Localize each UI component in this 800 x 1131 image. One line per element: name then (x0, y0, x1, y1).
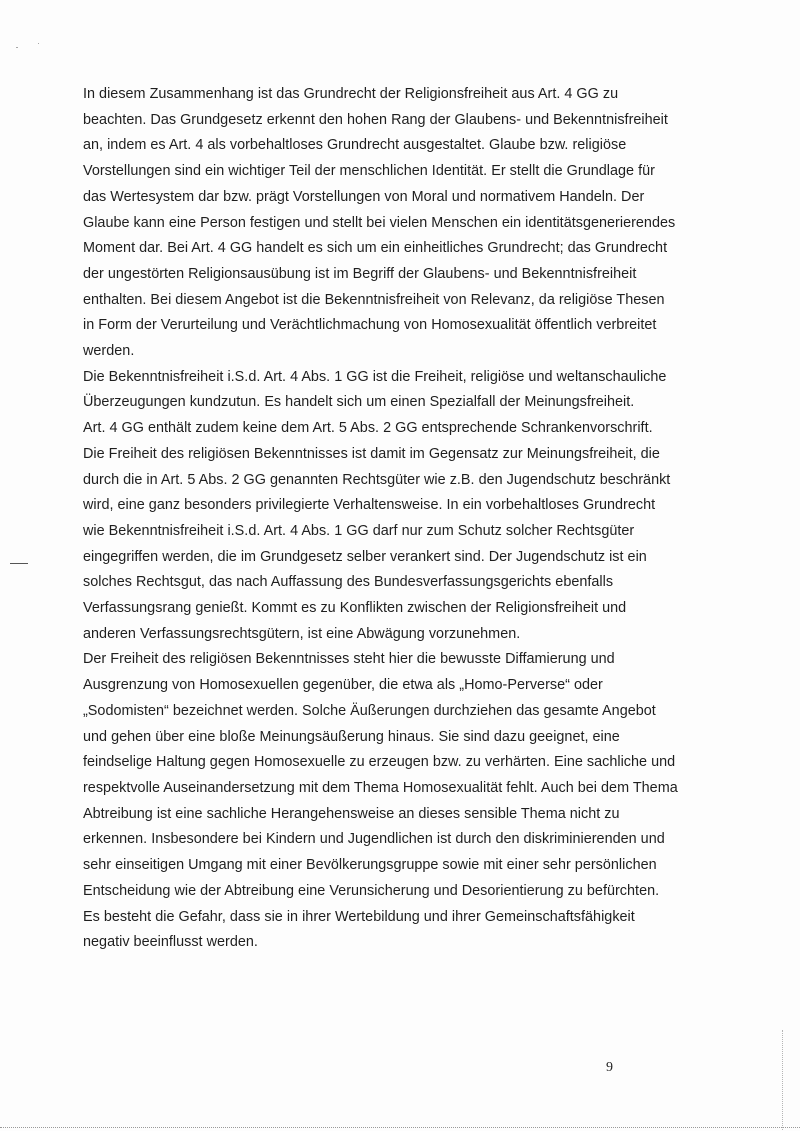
text-line: Der Freiheit des religiösen Bekenntnisses steht hier die bewusste Diffamierung und (83, 651, 615, 668)
text-line: Entscheidung wie der Abtreibung eine Verunsicherung und Desorientierung zu befürchten. (83, 882, 660, 899)
text-line: Die Freiheit des religiösen Bekenntnisses ist damit im Gegensatz zur Meinungsfreiheit, die (83, 445, 660, 462)
text-line: erkennen. Insbesondere bei Kindern und Jugendlichen ist durch den diskriminierenden und (83, 831, 665, 848)
text-line: an, indem es Art. 4 als vorbehaltloses Grundrecht ausgestaltet. Glaube bzw. religiöse (83, 137, 627, 154)
body-text (83, 82, 723, 956)
scan-edge (782, 1030, 783, 1130)
text-line: enthalten. Bei diesem Angebot ist die Bekenntnisfreiheit von Relevanz, da religiöse Thesen (83, 291, 665, 308)
text-line: Vorstellungen sind ein wichtiger Teil der menschlichen Identität. Er stellt die Grundlage für (83, 163, 655, 180)
scan-speck (38, 43, 39, 44)
text-line: Es besteht die Gefahr, dass sie in ihrer Wertebildung und ihrer Gemeinschaftsfähigkeit (83, 908, 635, 925)
text-line: Überzeugungen kundzutun. Es handelt sich um einen Spezialfall der Meinungsfreiheit. (83, 394, 635, 411)
text-line: Die Bekenntnisfreiheit i.S.d. Art. 4 Abs. 1 GG ist die Freiheit, religiöse und weltanschauliche (83, 368, 667, 385)
text-line: Ausgrenzung von Homosexuellen gegenüber, die etwa als „Homo-Perverse“ oder (83, 677, 603, 694)
text-line: in Form der Verurteilung und Verächtlichmachung von Homosexualität öffentlich verbreitet (83, 317, 657, 334)
text-line: negativ beeinflusst werden. (83, 934, 258, 951)
text-line: Abtreibung ist eine sachliche Herangehensweise an dieses sensible Thema nicht zu (83, 805, 620, 822)
page-number: 9 (606, 1060, 613, 1075)
text-line: beachten. Das Grundgesetz erkennt den hohen Rang der Glaubens- und Bekenntnisfreiheit (83, 111, 668, 128)
text-line: und gehen über eine bloße Meinungsäußerung hinaus. Sie sind dazu geeignet, eine (83, 728, 620, 745)
text-line: der ungestörten Religionsausübung ist im Begriff der Glaubens- und Bekenntnisfreiheit (83, 265, 637, 282)
scan-speck (16, 47, 18, 48)
text-line: Art. 4 GG enthält zudem keine dem Art. 5 Abs. 2 GG entsprechende Schrankenvorschrift. (83, 420, 653, 437)
text-line: In diesem Zusammenhang ist das Grundrecht der Religionsfreiheit aus Art. 4 GG zu (83, 86, 619, 102)
text-line: anderen Verfassungsrechtsgütern, ist eine Abwägung vorzunehmen. (83, 625, 521, 642)
text-line: werden. (83, 343, 135, 360)
scan-edge (0, 1127, 800, 1128)
text-line: sehr einseitigen Umgang mit einer Bevölkerungsgruppe sowie mit einer sehr persönlichen (83, 857, 657, 874)
text-line: „Sodomisten“ bezeichnet werden. Solche Äußerungen durchziehen das gesamte Angebot (83, 702, 656, 719)
text-line: wie Bekenntnisfreiheit i.S.d. Art. 4 Abs. 1 GG darf nur zum Schutz solcher Rechtsgüter (83, 522, 635, 539)
text-line: feindselige Haltung gegen Homosexuelle zu erzeugen bzw. zu verhärten. Eine sachliche und (83, 754, 676, 771)
text-line: Glaube kann eine Person festigen und stellt bei vielen Menschen ein identitätsgenerierendes (83, 214, 676, 231)
text-line: respektvolle Auseinandersetzung mit dem Thema Homosexualität fehlt. Auch bei dem Thema (83, 779, 678, 796)
text-line: das Wertesystem dar bzw. prägt Vorstellungen von Moral und normativem Handeln. Der (83, 188, 645, 205)
text-line: durch die in Art. 5 Abs. 2 GG genannten Rechtsgüter wie z.B. den Jugendschutz beschränkt (83, 471, 671, 488)
text-line: Verfassungsrang genießt. Kommt es zu Konflikten zwischen der Religionsfreiheit und (83, 600, 627, 617)
text-line: eingegriffen werden, die im Grundgesetz selber verankert sind. Der Jugendschutz ist ein (83, 548, 647, 565)
margin-mark (10, 563, 28, 564)
text-line: solches Rechtsgut, das nach Auffassung des Bundesverfassungsgerichts ebenfalls (83, 574, 614, 591)
text-line: Moment dar. Bei Art. 4 GG handelt es sich um ein einheitliches Grundrecht; das Grundrecht (83, 240, 668, 257)
text-line: wird, eine ganz besonders privilegierte Verhaltensweise. In ein vorbehaltloses Grundrecht (83, 497, 656, 514)
